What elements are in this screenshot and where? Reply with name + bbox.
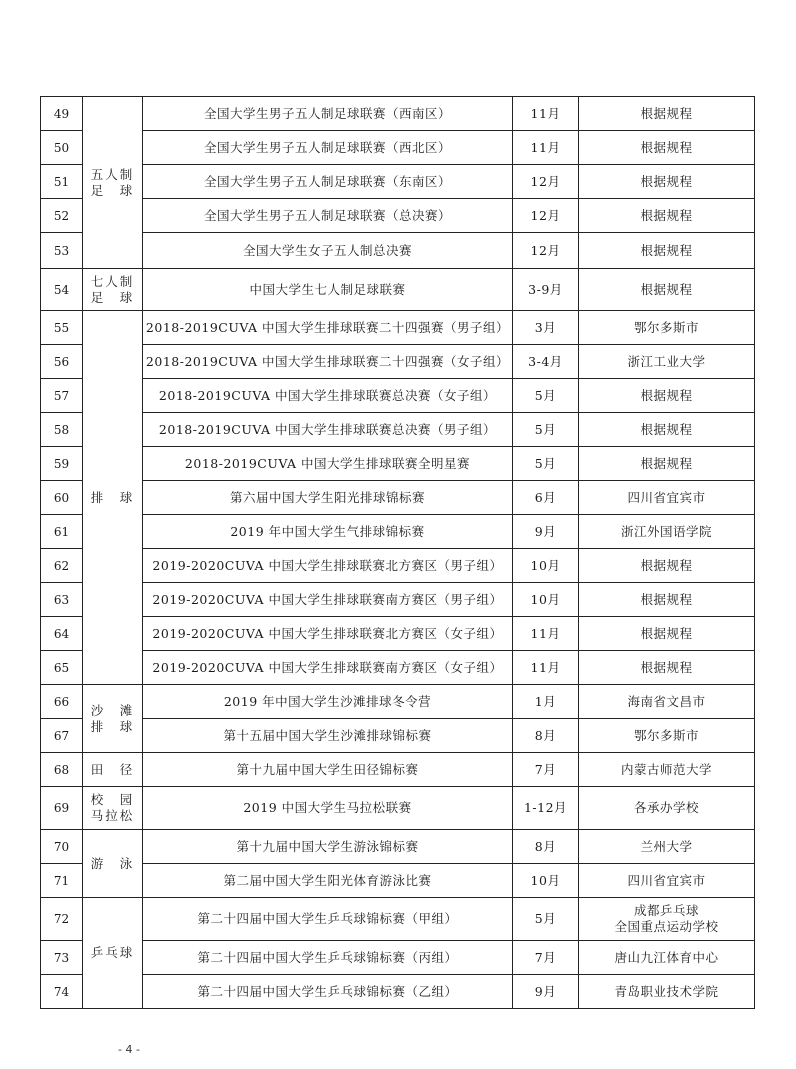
row-number: 73 [41, 941, 83, 975]
category-label: 七人制足 球 [90, 273, 135, 305]
table-row [41, 549, 755, 583]
category-label: 排 球 [90, 489, 135, 505]
event-name: 第二十四届中国大学生乒乓球锦标赛（甲组） [143, 898, 513, 941]
event-name: 第二届中国大学生阳光体育游泳比赛 [143, 864, 513, 898]
event-time: 5月 [513, 379, 579, 413]
category-cell [83, 830, 143, 898]
event-time: 1-12月 [513, 787, 579, 830]
row-number: 72 [41, 898, 83, 941]
event-name: 全国大学生男子五人制足球联赛（西北区） [143, 131, 513, 165]
table-row [41, 447, 755, 481]
row-number: 69 [41, 787, 83, 830]
row-number: 66 [41, 685, 83, 719]
event-name: 第十九届中国大学生田径锦标赛 [143, 753, 513, 787]
event-time: 3月 [513, 311, 579, 345]
event-name: 2018-2019CUVA 中国大学生排球联赛总决赛（女子组） [143, 379, 513, 413]
event-time: 6月 [513, 481, 579, 515]
event-place: 鄂尔多斯市 [579, 311, 755, 345]
category-label: 沙 滩排 球 [90, 702, 135, 734]
event-place: 根据规程 [579, 447, 755, 481]
event-name: 全国大学生女子五人制总决赛 [143, 233, 513, 269]
row-number: 63 [41, 583, 83, 617]
event-name: 2019 年中国大学生气排球锦标赛 [143, 515, 513, 549]
event-place [579, 898, 755, 941]
row-number: 61 [41, 515, 83, 549]
row-number: 67 [41, 719, 83, 753]
category-label: 游 泳 [90, 855, 135, 871]
table-row [41, 898, 755, 941]
event-name: 2018-2019CUVA 中国大学生排球联赛总决赛（男子组） [143, 413, 513, 447]
event-place: 鄂尔多斯市 [579, 719, 755, 753]
event-time: 5月 [513, 898, 579, 941]
event-name: 2019-2020CUVA 中国大学生排球联赛北方赛区（女子组） [143, 617, 513, 651]
event-time: 9月 [513, 515, 579, 549]
category-label: 乒乓球 [90, 945, 135, 960]
table-row [41, 583, 755, 617]
table-row [41, 753, 755, 787]
table-row [41, 975, 755, 1009]
event-name: 第二十四届中国大学生乒乓球锦标赛（丙组） [143, 941, 513, 975]
table-row [41, 864, 755, 898]
event-name: 全国大学生男子五人制足球联赛（西南区） [143, 97, 513, 131]
event-time: 10月 [513, 864, 579, 898]
row-number: 52 [41, 199, 83, 233]
event-name: 第十五届中国大学生沙滩排球锦标赛 [143, 719, 513, 753]
category-cell [83, 269, 143, 311]
event-place: 根据规程 [579, 269, 755, 311]
row-number: 53 [41, 233, 83, 269]
event-time: 12月 [513, 233, 579, 269]
event-place: 青岛职业技术学院 [579, 975, 755, 1009]
table-row [41, 413, 755, 447]
event-time: 3-9月 [513, 269, 579, 311]
event-name: 2019-2020CUVA 中国大学生排球联赛南方赛区（男子组） [143, 583, 513, 617]
event-time: 3-4月 [513, 345, 579, 379]
category-cell [83, 685, 143, 753]
event-place: 浙江外国语学院 [579, 515, 755, 549]
event-time: 8月 [513, 719, 579, 753]
event-place: 浙江工业大学 [579, 345, 755, 379]
event-time: 12月 [513, 165, 579, 199]
event-place: 海南省文昌市 [579, 685, 755, 719]
event-name: 2019-2020CUVA 中国大学生排球联赛北方赛区（男子组） [143, 549, 513, 583]
event-name: 第六届中国大学生阳光排球锦标赛 [143, 481, 513, 515]
row-number: 59 [41, 447, 83, 481]
table-row [41, 165, 755, 199]
event-time: 12月 [513, 199, 579, 233]
event-name: 中国大学生七人制足球联赛 [143, 269, 513, 311]
event-time: 7月 [513, 753, 579, 787]
category-cell [83, 97, 143, 269]
event-time: 11月 [513, 617, 579, 651]
table-row [41, 379, 755, 413]
table-row [41, 787, 755, 830]
table-row [41, 345, 755, 379]
event-name: 第十九届中国大学生游泳锦标赛 [143, 830, 513, 864]
row-number: 70 [41, 830, 83, 864]
row-number: 50 [41, 131, 83, 165]
event-name: 2018-2019CUVA 中国大学生排球联赛二十四强赛（女子组） [143, 345, 513, 379]
event-time: 5月 [513, 447, 579, 481]
event-time: 11月 [513, 131, 579, 165]
category-cell [83, 311, 143, 685]
category-cell [83, 787, 143, 830]
row-number: 56 [41, 345, 83, 379]
event-place-line1: 成都乒乓球 [633, 903, 699, 918]
event-time: 11月 [513, 97, 579, 131]
schedule-table [40, 96, 755, 1009]
row-number: 57 [41, 379, 83, 413]
row-number: 60 [41, 481, 83, 515]
row-number: 74 [41, 975, 83, 1009]
table-row [41, 719, 755, 753]
row-number: 49 [41, 97, 83, 131]
page-number: - 4 - [118, 1043, 140, 1056]
table-row [41, 941, 755, 975]
event-place: 根据规程 [579, 617, 755, 651]
event-place: 内蒙古师范大学 [579, 753, 755, 787]
event-name: 2019 中国大学生马拉松联赛 [143, 787, 513, 830]
table-row [41, 269, 755, 311]
row-number: 64 [41, 617, 83, 651]
event-name: 2019-2020CUVA 中国大学生排球联赛南方赛区（女子组） [143, 651, 513, 685]
event-place: 根据规程 [579, 97, 755, 131]
table-row [41, 830, 755, 864]
event-time: 11月 [513, 651, 579, 685]
row-number: 55 [41, 311, 83, 345]
table-row [41, 515, 755, 549]
table-row [41, 685, 755, 719]
event-place: 根据规程 [579, 199, 755, 233]
event-place: 各承办学校 [579, 787, 755, 830]
table-row [41, 617, 755, 651]
event-time: 10月 [513, 549, 579, 583]
event-place: 根据规程 [579, 413, 755, 447]
event-time: 7月 [513, 941, 579, 975]
event-place: 根据规程 [579, 165, 755, 199]
event-place: 根据规程 [579, 379, 755, 413]
row-number: 58 [41, 413, 83, 447]
table-row [41, 97, 755, 131]
row-number: 65 [41, 651, 83, 685]
event-name: 全国大学生男子五人制足球联赛（总决赛） [143, 199, 513, 233]
category-label: 田 径 [90, 761, 135, 777]
table-row [41, 199, 755, 233]
table-row [41, 651, 755, 685]
event-time: 1月 [513, 685, 579, 719]
event-place: 四川省宜宾市 [579, 481, 755, 515]
event-place: 根据规程 [579, 131, 755, 165]
category-cell [83, 898, 143, 1009]
category-label: 校 园马拉松 [90, 792, 135, 823]
event-place: 四川省宜宾市 [579, 864, 755, 898]
event-place: 根据规程 [579, 549, 755, 583]
event-name: 2018-2019CUVA 中国大学生排球联赛二十四强赛（男子组） [143, 311, 513, 345]
event-place: 根据规程 [579, 233, 755, 269]
event-place: 唐山九江体育中心 [579, 941, 755, 975]
event-time: 5月 [513, 413, 579, 447]
table-row [41, 131, 755, 165]
event-place: 兰州大学 [579, 830, 755, 864]
event-place: 根据规程 [579, 583, 755, 617]
event-time: 8月 [513, 830, 579, 864]
event-time: 9月 [513, 975, 579, 1009]
event-name: 第二十四届中国大学生乒乓球锦标赛（乙组） [143, 975, 513, 1009]
event-time: 10月 [513, 583, 579, 617]
category-cell [83, 753, 143, 787]
event-name: 2019 年中国大学生沙滩排球冬令营 [143, 685, 513, 719]
event-name: 全国大学生男子五人制足球联赛（东南区） [143, 165, 513, 199]
table-row [41, 311, 755, 345]
row-number: 68 [41, 753, 83, 787]
event-place: 根据规程 [579, 651, 755, 685]
event-name: 2018-2019CUVA 中国大学生排球联赛全明星赛 [143, 447, 513, 481]
row-number: 54 [41, 269, 83, 311]
table-row [41, 481, 755, 515]
table-row [41, 233, 755, 269]
category-label: 五人制足 球 [90, 166, 135, 198]
event-place-line2: 全国重点运动学校 [614, 919, 719, 934]
row-number: 71 [41, 864, 83, 898]
row-number: 51 [41, 165, 83, 199]
row-number: 62 [41, 549, 83, 583]
